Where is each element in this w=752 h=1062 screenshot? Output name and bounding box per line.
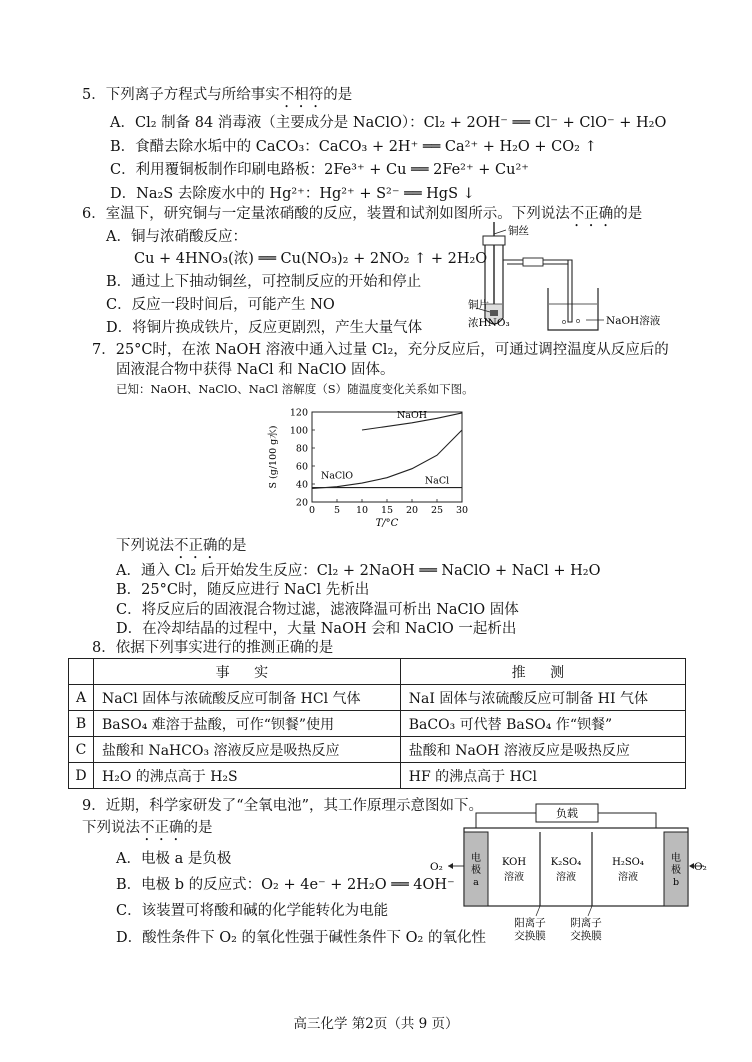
electrode-b-label-3: b <box>672 877 680 888</box>
svg-text:阳离子: 阳离子 <box>514 917 546 929</box>
header-guess: 推 测 <box>400 659 685 685</box>
q7-option-c: C．将反应后的固液混合物过滤，滤液降温可析出 NaClO 固体 <box>116 602 519 618</box>
row-letter: B <box>69 711 94 737</box>
x-tick-label: 0 <box>308 505 316 516</box>
label-copper-wire: 铜丝 <box>508 225 529 237</box>
q7-option-a: A．通入 Cl₂ 后开始发生反应：Cl₂ + 2NaOH ══ NaClO + NaCl + H₂O <box>116 563 601 579</box>
q9-battery-figure <box>424 802 714 944</box>
y-tick-label: 120 <box>289 407 308 419</box>
series-label-naclo: NaClO <box>320 470 354 482</box>
q9-option-a: A．电极 a 是负极 <box>116 851 232 867</box>
delivery-tube <box>568 260 572 322</box>
y-tick-label: 80 <box>295 443 308 455</box>
q6-apparatus-figure <box>468 222 698 334</box>
q5-stem: 5．下列离子方程式与所给事实不相符的是 <box>82 87 353 103</box>
svg-text:交换膜: 交换膜 <box>570 930 602 942</box>
q7-solubility-chart <box>262 402 482 532</box>
electrode-a-label-1: 电 <box>471 853 481 864</box>
svg-text:溶液: 溶液 <box>556 872 576 883</box>
svg-text:H₂SO₄: H₂SO₄ <box>612 857 644 868</box>
y-tick-label: 60 <box>295 461 308 473</box>
q7-known: 已知：NaOH、NaClO、NaCl 溶解度（S）随温度变化关系如下图。 <box>116 382 474 396</box>
table-row <box>69 711 686 737</box>
q7-stem-line2: 固液混合物中获得 NaCl 和 NaClO 固体。 <box>116 362 395 378</box>
q9-option-c: C．该装置可将酸和碱的化学能转化为电能 <box>116 903 389 919</box>
row-fact: 盐酸和 NaHCO₃ 溶液反应是吸热反应 <box>94 737 401 763</box>
electrode-b-label-2: 极 <box>671 865 681 876</box>
electrode-a-label-2: 极 <box>471 865 481 876</box>
svg-text:交换膜: 交换膜 <box>514 930 546 942</box>
y-tick-label: 20 <box>295 497 308 509</box>
q6-option-a: A．铜与浓硝酸反应： <box>106 229 247 245</box>
q9-option-b: B．电极 b 的反应式：O₂ + 4e⁻ + 2H₂O ══ 4OH⁻ <box>116 877 455 893</box>
q6-option-c: C．反应一段时间后，可能产生 NO <box>106 297 335 313</box>
row-letter: D <box>69 763 94 789</box>
q9-stem: 9．近期，科学家研发了“全氧电池”，其工作原理示意图如下。 <box>82 798 484 814</box>
q8-stem: 8．依据下列事实进行的推测正确的是 <box>92 640 334 656</box>
y-tick-label: 40 <box>295 479 308 491</box>
q5-option-c: C．利用覆铜板制作印刷电路板：2Fe³⁺ + Cu ══ 2Fe²⁺ + Cu²⁺ <box>110 162 529 178</box>
x-tick-label: 20 <box>405 505 419 516</box>
x-tick-label: 10 <box>355 505 369 516</box>
row-letter: A <box>69 685 94 711</box>
table-row <box>69 737 686 763</box>
svg-text:溶液: 溶液 <box>618 872 638 883</box>
beaker <box>548 288 598 330</box>
table-row <box>69 685 686 711</box>
svg-text:KOH: KOH <box>501 857 527 868</box>
y-tick-label: 100 <box>289 425 308 437</box>
load-label: 负载 <box>556 807 578 820</box>
q9-question: 下列说法不正确的是 <box>82 820 213 836</box>
q6-stem: 6．室温下，研究铜与一定量浓硝酸的反应，装置和试剂如图所示。下列说法不正确的是 <box>82 206 643 222</box>
o2-left-label: O₂ <box>430 861 443 873</box>
o2-right-label: O₂ <box>694 861 707 873</box>
q8-table <box>68 658 686 789</box>
row-guess: 盐酸和 NaOH 溶液反应是吸热反应 <box>400 737 685 763</box>
x-tick-label: 30 <box>455 505 469 516</box>
electrode-a-label-3: a <box>473 877 479 888</box>
x-tick-label: 25 <box>430 505 444 516</box>
q7-option-d: D．在冷却结晶的过程中，大量 NaOH 会和 NaClO 一起析出 <box>116 621 517 637</box>
label-naoh-solution: NaOH溶液 <box>606 315 661 327</box>
svg-text:K₂SO₄: K₂SO₄ <box>550 857 582 868</box>
q6-equation: Cu + 4HNO₃(浓) ══ Cu(NO₃)₂ + 2NO₂ ↑ + 2H₂O <box>134 251 488 267</box>
electrode-b-label-1: 电 <box>671 853 681 864</box>
row-letter: C <box>69 737 94 763</box>
table-row <box>69 763 686 789</box>
plot-frame <box>312 409 462 502</box>
row-fact: NaCl 固体与浓硫酸反应可制备 HCl 气体 <box>94 685 401 711</box>
table-header-row <box>69 659 686 685</box>
series-label-nacl: NaCl <box>424 475 450 487</box>
x-tick-label: 15 <box>380 505 394 516</box>
row-fact: H₂O 的沸点高于 H₂S <box>94 763 401 789</box>
row-guess: NaI 固体与浓硫酸反应可制备 HI 气体 <box>400 685 685 711</box>
label-conc-hno3: 浓HNO₃ <box>468 317 510 329</box>
header-fact: 事 实 <box>94 659 401 685</box>
svg-text:阴离子: 阴离子 <box>570 917 602 929</box>
label-copper-piece: 铜片 <box>468 299 489 311</box>
q5-option-b: B．食醋去除水垢中的 CaCO₃：CaCO₃ + 2H⁺ ══ Ca²⁺ + H₂O + CO₂ ↑ <box>110 139 597 155</box>
q6-option-b: B．通过上下抽动铜丝，可控制反应的开始和停止 <box>106 274 422 290</box>
series-label-naoh: NaOH <box>396 409 428 421</box>
chart-axes <box>312 409 462 502</box>
q6-option-d: D．将铜片换成铁片，反应更剧烈，产生大量气体 <box>106 320 423 336</box>
q9-option-d: D．酸性条件下 O₂ 的氧化性强于碱性条件下 O₂ 的氧化性 <box>116 930 486 946</box>
q7-stem-line1: 7．25°C时，在浓 NaOH 溶液中通入过量 Cl₂，充分反应后，可通过调控温度从反应后的 <box>92 342 669 358</box>
page-footer: 高三化学 第2页（共 9 页） <box>293 1016 459 1032</box>
x-axis-label: T/°C <box>375 518 399 529</box>
stopper <box>483 236 505 245</box>
q5-option-d: D．Na₂S 去除废水中的 Hg²⁺：Hg²⁺ + S²⁻ ══ HgS ↓ <box>110 186 475 202</box>
row-guess: BaCO₃ 可代替 BaSO₄ 作“钡餐” <box>400 711 685 737</box>
copper-piece <box>490 310 498 316</box>
svg-text:溶液: 溶液 <box>504 872 524 883</box>
row-guess: HF 的沸点高于 HCl <box>400 763 685 789</box>
row-fact: BaSO₄ 难溶于盐酸，可作“钡餐”使用 <box>94 711 401 737</box>
x-tick-label: 5 <box>333 505 341 516</box>
y-axis-label: S (g/100 g水) <box>268 425 279 489</box>
q7-question: 下列说法不正确的是 <box>116 538 247 554</box>
q7-option-b: B．25°C时，随反应进行 NaCl 先析出 <box>116 582 370 598</box>
q5-option-a: A．Cl₂ 制备 84 消毒液（主要成分是 NaClO）：Cl₂ + 2OH⁻ ══ Cl⁻ + ClO⁻ + H₂O <box>110 115 667 131</box>
